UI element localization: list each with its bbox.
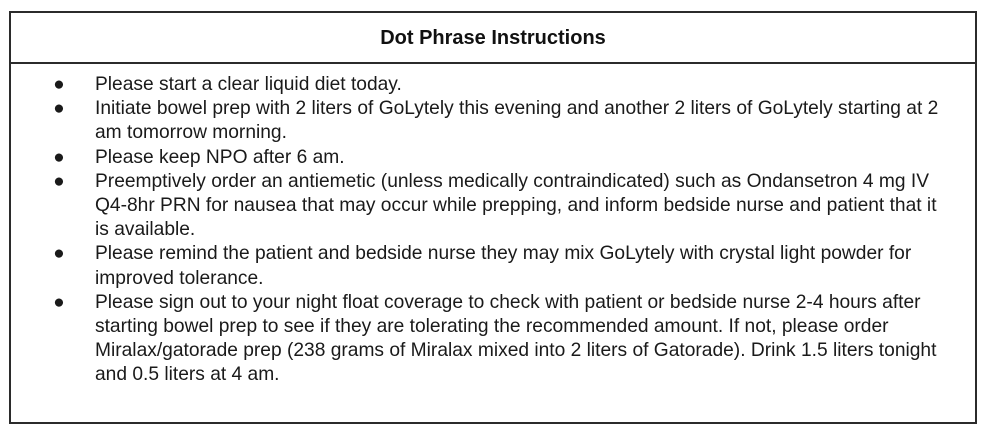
table-body — [11, 64, 975, 388]
instruction-text: Please sign out to your night float coverage to check with patient or bedside nurse 2-4 hours after starting bowel prep to see if they are tolerating the recommended amount. If not, please order Miralax/gatorade prep (238 grams of Miralax mixed into 2 liters of Gatorade). Drink 1.5 liters tonight and 0.5 liters at 4 am. — [95, 291, 937, 386]
list-item — [49, 73, 955, 97]
bullet-dot-icon: ● — [53, 146, 65, 168]
bullet-dot-icon: ● — [53, 170, 65, 192]
list-item — [49, 97, 955, 145]
instruction-text: Please remind the patient and bedside nurse they may mix GoLytely with crystal light powder for improved tolerance. — [95, 243, 912, 289]
table-title: Dot Phrase Instructions — [380, 27, 606, 49]
instruction-text: Please start a clear liquid diet today. — [95, 74, 402, 95]
instruction-text: Preemptively order an antiemetic (unless medically contraindicated) such as Ondansetron 4 mg IV Q4-8hr PRN for nausea that may occur while prepping, and inform bedside nurse and patient that it is available. — [95, 170, 937, 241]
list-item — [49, 291, 955, 388]
instruction-list — [49, 73, 955, 388]
list-item — [49, 242, 955, 290]
bullet-dot-icon: ● — [53, 98, 65, 120]
instruction-text: Please keep NPO after 6 am. — [95, 146, 345, 168]
instruction-text: Initiate bowel prep with 2 liters of GoLytely this evening and another 2 liters of GoLytely starting at 2 am tomorrow morning. — [95, 98, 939, 144]
list-item — [49, 146, 955, 170]
bullet-dot-icon: ● — [53, 243, 65, 265]
table-header — [11, 13, 975, 64]
list-item — [49, 170, 955, 243]
instructions-table — [9, 11, 977, 424]
bullet-dot-icon: ● — [53, 291, 65, 313]
bullet-dot-icon: ● — [53, 74, 65, 95]
